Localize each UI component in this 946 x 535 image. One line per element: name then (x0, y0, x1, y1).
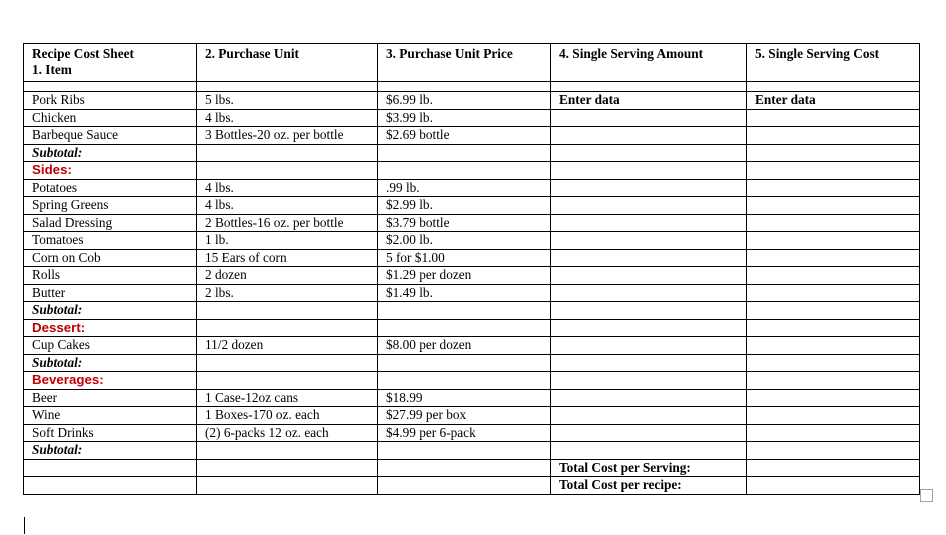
price-cell[interactable]: $18.99 (378, 389, 551, 407)
table-cell[interactable] (24, 477, 197, 495)
amount-cell[interactable] (551, 407, 747, 425)
table-cell[interactable] (747, 319, 920, 337)
section-row (24, 162, 920, 180)
price-cell[interactable]: $2.69 bottle (378, 127, 551, 145)
unit-cell[interactable]: 4 lbs. (197, 179, 378, 197)
item-cell[interactable]: Beer (24, 389, 197, 407)
item-cell[interactable]: Barbeque Sauce (24, 127, 197, 145)
table-cell[interactable] (551, 302, 747, 320)
subtotal-row (24, 144, 920, 162)
cost-cell[interactable] (747, 337, 920, 355)
cost-cell[interactable] (747, 424, 920, 442)
table-row (24, 179, 920, 197)
table-row (24, 127, 920, 145)
table-cell[interactable] (378, 144, 551, 162)
amount-cell[interactable]: Enter data (551, 92, 747, 110)
table-cell[interactable] (551, 162, 747, 180)
amount-cell[interactable] (551, 197, 747, 215)
amount-cell[interactable] (551, 179, 747, 197)
table-row (24, 424, 920, 442)
table-resize-handle[interactable] (920, 489, 933, 502)
price-cell[interactable]: 5 for $1.00 (378, 249, 551, 267)
amount-cell[interactable] (551, 214, 747, 232)
table-cell[interactable] (378, 162, 551, 180)
table-cell[interactable] (197, 82, 378, 92)
unit-cell[interactable]: 2 dozen (197, 267, 378, 285)
amount-cell[interactable] (551, 109, 747, 127)
amount-cell[interactable] (551, 267, 747, 285)
subtotal-label[interactable]: Subtotal: (24, 354, 197, 372)
table-cell[interactable] (197, 144, 378, 162)
unit-cell[interactable]: 5 lbs. (197, 92, 378, 110)
table-row (24, 92, 920, 110)
total-per-serving-value[interactable] (747, 459, 920, 477)
amount-cell[interactable] (551, 389, 747, 407)
cost-cell[interactable] (747, 197, 920, 215)
table-cell[interactable] (378, 82, 551, 92)
table-row (24, 249, 920, 267)
table-cell[interactable] (378, 477, 551, 495)
table-cell[interactable] (747, 144, 920, 162)
price-cell[interactable]: $2.99 lb. (378, 197, 551, 215)
item-cell[interactable]: Spring Greens (24, 197, 197, 215)
table-cell[interactable] (551, 354, 747, 372)
table-cell[interactable] (197, 442, 378, 460)
unit-cell[interactable]: 2 lbs. (197, 284, 378, 302)
table-cell[interactable] (551, 144, 747, 162)
total-per-recipe-value[interactable] (747, 477, 920, 495)
header-single-serving-amount[interactable]: 4. Single Serving Amount (551, 44, 747, 82)
table-cell[interactable] (747, 354, 920, 372)
amount-cell[interactable] (551, 127, 747, 145)
cost-cell[interactable] (747, 214, 920, 232)
recipe-cost-table (23, 43, 920, 495)
table-cell[interactable] (747, 372, 920, 390)
cost-cell[interactable] (747, 389, 920, 407)
item-cell[interactable]: Salad Dressing (24, 214, 197, 232)
item-cell[interactable]: Soft Drinks (24, 424, 197, 442)
price-cell[interactable]: $4.99 per 6-pack (378, 424, 551, 442)
table-cell[interactable] (747, 162, 920, 180)
table-row (24, 389, 920, 407)
price-cell[interactable]: $27.99 per box (378, 407, 551, 425)
unit-cell[interactable]: 15 Ears of corn (197, 249, 378, 267)
table-row (24, 214, 920, 232)
price-cell[interactable]: .99 lb. (378, 179, 551, 197)
header-purchase-unit[interactable]: 2. Purchase Unit (197, 44, 378, 82)
header-item: 1. Item (32, 62, 72, 77)
table-row (24, 407, 920, 425)
cost-cell[interactable] (747, 127, 920, 145)
cost-cell[interactable] (747, 284, 920, 302)
subtotal-label[interactable]: Subtotal: (24, 302, 197, 320)
section-heading-beverages[interactable]: Beverages: (24, 372, 197, 390)
amount-cell[interactable] (551, 232, 747, 250)
table-cell[interactable] (197, 477, 378, 495)
item-cell[interactable]: Rolls (24, 267, 197, 285)
price-cell[interactable]: $3.79 bottle (378, 214, 551, 232)
subtotal-row (24, 354, 920, 372)
subtotal-row (24, 302, 920, 320)
item-cell[interactable]: Potatoes (24, 179, 197, 197)
price-cell[interactable]: $1.49 lb. (378, 284, 551, 302)
total-per-serving-label[interactable]: Total Cost per Serving: (551, 459, 747, 477)
cost-cell[interactable] (747, 407, 920, 425)
table-cell[interactable] (378, 302, 551, 320)
table-cell[interactable] (197, 459, 378, 477)
amount-cell[interactable] (551, 249, 747, 267)
table-cell[interactable] (24, 459, 197, 477)
table-cell[interactable] (747, 82, 920, 92)
price-cell[interactable]: $3.99 lb. (378, 109, 551, 127)
header-single-serving-cost[interactable]: 5. Single Serving Cost (747, 44, 920, 82)
unit-cell[interactable]: 4 lbs. (197, 109, 378, 127)
cost-cell[interactable] (747, 249, 920, 267)
cost-cell[interactable] (747, 179, 920, 197)
unit-cell[interactable]: 4 lbs. (197, 197, 378, 215)
cost-cell[interactable] (747, 267, 920, 285)
section-heading-sides[interactable]: Sides: (24, 162, 197, 180)
table-cell[interactable] (197, 162, 378, 180)
table-cell[interactable] (197, 302, 378, 320)
unit-cell[interactable]: 2 Bottles-16 oz. per bottle (197, 214, 378, 232)
table-cell[interactable] (551, 319, 747, 337)
table-row (24, 284, 920, 302)
amount-cell[interactable] (551, 284, 747, 302)
table-row (24, 267, 920, 285)
item-cell[interactable]: Tomatoes (24, 232, 197, 250)
table-cell[interactable] (747, 442, 920, 460)
table-cell[interactable] (197, 354, 378, 372)
item-cell[interactable]: Chicken (24, 109, 197, 127)
cost-cell[interactable]: Enter data (747, 92, 920, 110)
amount-cell[interactable] (551, 424, 747, 442)
cost-cell[interactable] (747, 232, 920, 250)
text-cursor (24, 517, 25, 534)
price-cell[interactable]: $1.29 per dozen (378, 267, 551, 285)
table-row (24, 197, 920, 215)
header-cell-item[interactable] (24, 44, 197, 82)
unit-cell[interactable]: (2) 6-packs 12 oz. each (197, 424, 378, 442)
price-cell[interactable]: $8.00 per dozen (378, 337, 551, 355)
table-cell[interactable] (378, 442, 551, 460)
table-cell[interactable] (747, 302, 920, 320)
table-cell[interactable] (197, 319, 378, 337)
spacer-row (24, 82, 920, 92)
unit-cell[interactable]: 1 Case-12oz cans (197, 389, 378, 407)
table-cell[interactable] (551, 82, 747, 92)
subtotal-label[interactable]: Subtotal: (24, 442, 197, 460)
item-cell[interactable]: Butter (24, 284, 197, 302)
item-cell[interactable]: Wine (24, 407, 197, 425)
total-per-serving-row (24, 459, 920, 477)
item-cell[interactable]: Cup Cakes (24, 337, 197, 355)
table-row (24, 232, 920, 250)
item-cell[interactable]: Pork Ribs (24, 92, 197, 110)
unit-cell[interactable]: 1 Boxes-170 oz. each (197, 407, 378, 425)
header-row (24, 44, 920, 82)
unit-cell[interactable]: 1 lb. (197, 232, 378, 250)
unit-cell[interactable]: 3 Bottles-20 oz. per bottle (197, 127, 378, 145)
price-cell[interactable]: $2.00 lb. (378, 232, 551, 250)
amount-cell[interactable] (551, 337, 747, 355)
table-cell[interactable] (551, 372, 747, 390)
section-row (24, 372, 920, 390)
section-heading-dessert[interactable]: Dessert: (24, 319, 197, 337)
table-row (24, 109, 920, 127)
total-per-recipe-label[interactable]: Total Cost per recipe: (551, 477, 747, 495)
subtotal-label[interactable]: Subtotal: (24, 144, 197, 162)
table-cell[interactable] (551, 442, 747, 460)
header-purchase-unit-price[interactable]: 3. Purchase Unit Price (378, 44, 551, 82)
table-cell[interactable] (378, 319, 551, 337)
table-cell[interactable] (24, 82, 197, 92)
table-cell[interactable] (197, 372, 378, 390)
cost-cell[interactable] (747, 109, 920, 127)
unit-cell[interactable]: 11/2 dozen (197, 337, 378, 355)
table-cell[interactable] (378, 354, 551, 372)
sheet-title: Recipe Cost Sheet (32, 46, 134, 61)
table-row (24, 337, 920, 355)
subtotal-row (24, 442, 920, 460)
price-cell[interactable]: $6.99 lb. (378, 92, 551, 110)
section-row (24, 319, 920, 337)
item-cell[interactable]: Corn on Cob (24, 249, 197, 267)
table-cell[interactable] (378, 372, 551, 390)
total-per-recipe-row (24, 477, 920, 495)
table-cell[interactable] (378, 459, 551, 477)
